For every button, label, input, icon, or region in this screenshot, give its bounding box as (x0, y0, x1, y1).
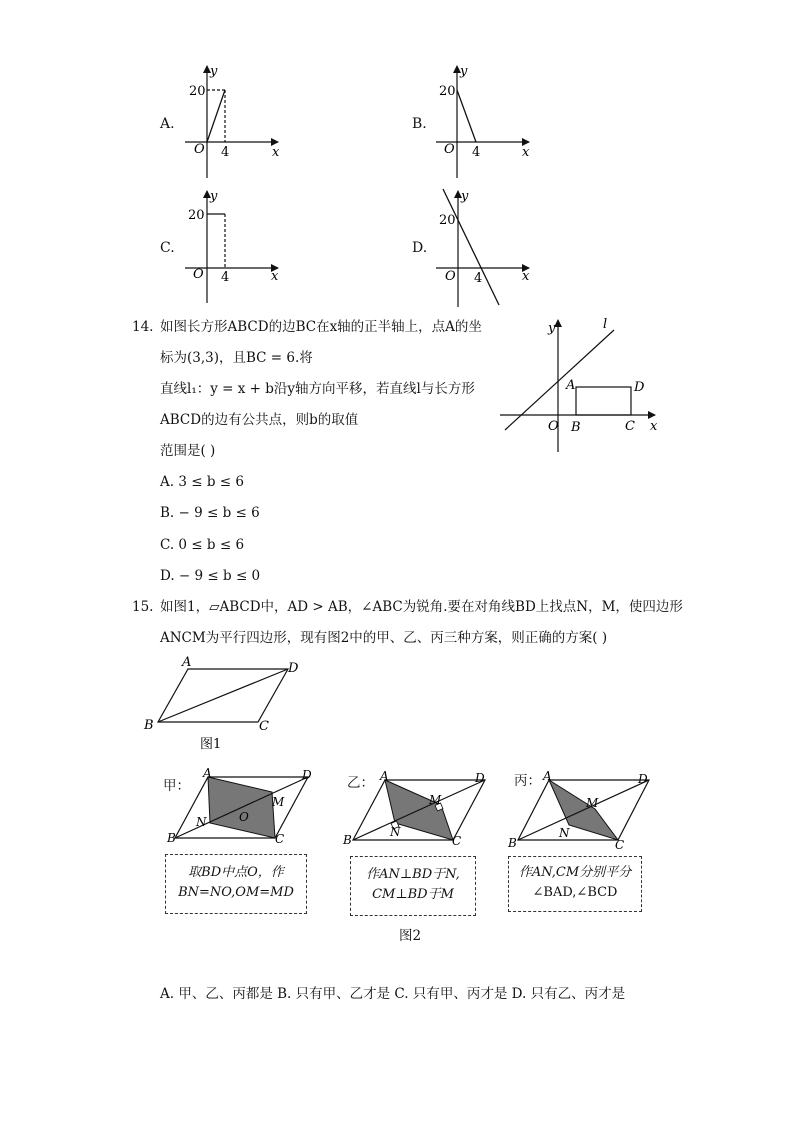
plan-yi-description (350, 856, 476, 916)
point-d-label: D (288, 661, 299, 676)
point-a-label: A (182, 655, 192, 670)
point-n-label: N (390, 825, 401, 839)
diagonal-bd (353, 780, 485, 840)
figure1-caption: 图1 (200, 737, 222, 752)
point-o-label: O (239, 810, 249, 824)
point-a-label: A (566, 378, 576, 393)
point-b-label: B (167, 831, 176, 845)
point-m-label: M (272, 795, 285, 809)
point-c-label: C (615, 838, 625, 850)
point-d-label: D (475, 771, 485, 785)
x-label: x (271, 269, 279, 284)
plan-jia-description (165, 854, 307, 914)
diagonal-bd (158, 669, 288, 722)
plan-jia-title: 甲： (163, 778, 190, 794)
point-b-label: B (343, 833, 352, 847)
point-c-label: C (259, 719, 269, 734)
q14-option-b[interactable]: B. − 9 ≤ b ≤ 6 (160, 505, 260, 521)
y-label: y (210, 64, 218, 79)
plan-bing-desc-line1: 作AN,CM分别平分 (518, 865, 632, 880)
graph-line (443, 189, 499, 305)
point-d-label: D (634, 380, 645, 395)
plan-bing-title: 丙： (514, 773, 541, 789)
plan-bing-figure (507, 765, 662, 850)
y-label: y (461, 189, 469, 204)
point-n-label: N (559, 826, 570, 840)
x-label: x (522, 145, 530, 160)
option-d-graph (431, 185, 536, 310)
tick-4: 4 (472, 145, 481, 160)
tick-20: 20 (439, 213, 456, 228)
tick-20: 20 (188, 208, 205, 223)
origin-label: O (444, 142, 455, 157)
q14-text-line2: 标为(3,3)，且BC = 6.将 (160, 350, 313, 366)
tick-4: 4 (221, 270, 230, 285)
q15-text-line2: ANCM为平行四边形，现有图2中的甲、乙、丙三种方案，则正确的方案( ) (160, 630, 608, 646)
point-b-label: B (508, 836, 517, 850)
diagonal-bd (518, 780, 649, 840)
q14-option-d[interactable]: D. − 9 ≤ b ≤ 0 (160, 568, 261, 584)
origin-label: O (193, 267, 204, 282)
point-b-label: B (144, 718, 154, 733)
graph-segment (207, 90, 225, 142)
q14-option-a[interactable]: A. 3 ≤ b ≤ 6 (160, 474, 244, 490)
option-c-graph (180, 185, 285, 305)
point-m-label: M (429, 793, 442, 807)
q15-answer-options[interactable]: A. 甲、乙、丙都是 B. 只有甲、乙才是 C. 只有甲、丙才是 D. 只有乙、丙才是 (160, 986, 626, 1002)
origin-label: O (445, 269, 456, 284)
point-c-label: C (625, 419, 635, 434)
l-label: l (603, 317, 608, 332)
q15-number: 15. (132, 599, 154, 615)
point-a-label: A (380, 769, 389, 783)
x-label: x (272, 145, 280, 160)
option-a-label: A. (160, 116, 175, 132)
plan-bing-desc-line2: ∠BAD,∠BCD (532, 885, 618, 900)
plan-yi-title: 乙： (347, 775, 374, 791)
point-d-label: D (302, 768, 312, 782)
figure2-caption: 图2 (399, 928, 422, 944)
plan-yi-desc-line1: 作AN⊥BD于N, (366, 867, 460, 882)
q15-text-line1: 如图1，▱ABCD中，AD > AB，∠ABC为锐角.要在对角线BD上找点N，M，使四边形 (160, 599, 683, 615)
tick-4: 4 (474, 271, 483, 286)
option-c-label: C. (160, 240, 175, 256)
point-a-label: A (203, 766, 212, 780)
option-b-graph (431, 60, 536, 180)
point-a-label: A (543, 769, 552, 783)
q14-figure (495, 312, 665, 457)
q14-text-line3: 直线l₁：y = x + b沿y轴方向平移，若直线l与长方形 (160, 381, 475, 397)
y-label: y (460, 64, 468, 79)
y-label: y (210, 189, 218, 204)
option-b-label: B. (412, 116, 427, 132)
tick-20: 20 (439, 84, 456, 99)
rectangle-abcd (576, 387, 631, 415)
origin-label: O (194, 142, 205, 157)
plan-yi-desc-line2: CM⊥BD于M (372, 887, 454, 902)
point-d-label: D (638, 772, 648, 786)
plan-jia-desc-line1: 取BD中点O，作 (188, 865, 284, 880)
plan-yi-figure (340, 765, 495, 850)
plan-jia-desc-line2: BN=NO,OM=MD (178, 885, 294, 900)
x-label: x (650, 419, 658, 434)
option-a-graph (180, 60, 285, 180)
q14-option-c[interactable]: C. 0 ≤ b ≤ 6 (160, 537, 245, 553)
graph-segment (457, 90, 476, 142)
point-m-label: M (586, 796, 599, 810)
y-label: y (548, 321, 556, 336)
plan-bing-description (508, 856, 642, 912)
q14-text-line5: 范围是( ) (160, 443, 216, 459)
point-n-label: N (196, 815, 207, 829)
point-b-label: B (571, 420, 581, 435)
option-d-label: D. (412, 240, 428, 256)
tick-4: 4 (221, 145, 230, 160)
plan-jia-figure (165, 765, 320, 850)
q14-number: 14. (132, 319, 154, 335)
point-c-label: C (275, 832, 285, 846)
q15-figure1 (140, 655, 310, 755)
origin-label: O (548, 419, 559, 434)
q14-text-line4: ABCD的边有公共点，则b的取值 (160, 412, 359, 428)
tick-20: 20 (189, 84, 206, 99)
x-label: x (522, 269, 530, 284)
point-c-label: C (452, 834, 462, 848)
q14-text-line1: 如图长方形ABCD的边BC在x轴的正半轴上，点A的坐 (160, 319, 482, 335)
